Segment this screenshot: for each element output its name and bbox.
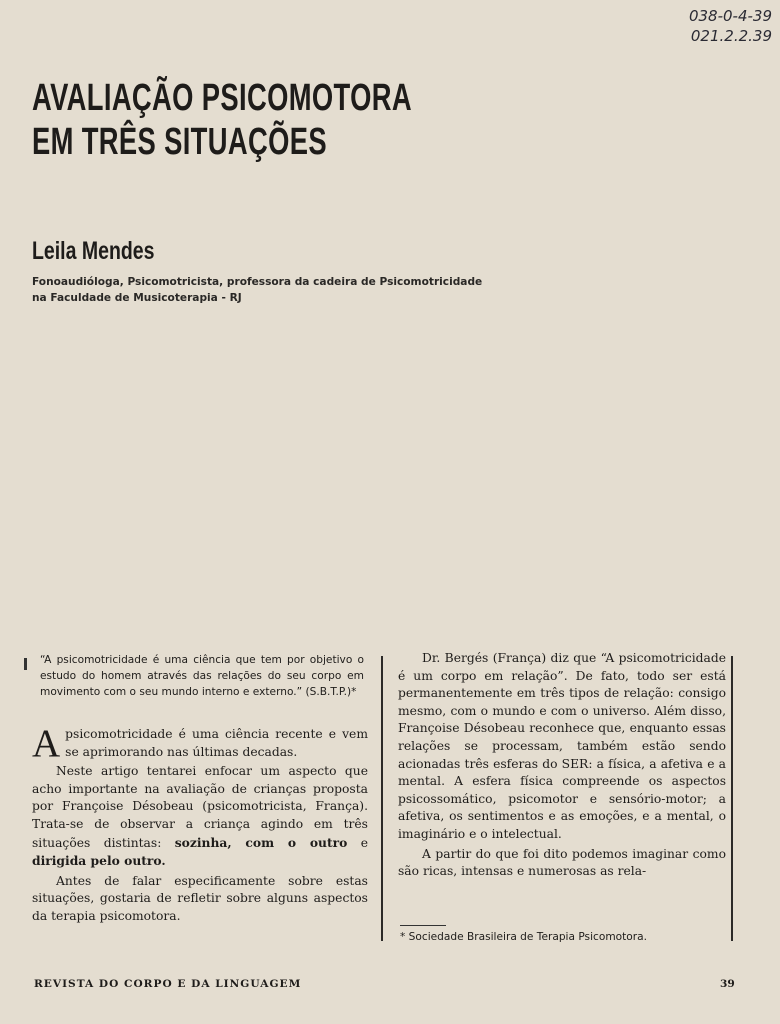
paragraph-text: Neste artigo tentarei enfocar um aspecto que acho importante na avaliação de crianças proposta por Françoise Désobeau (psicomotricista, França). Trata-se de observar a criança agindo em três situações distintas: (32, 764, 368, 850)
paragraph: A partir do que foi dito podemos imaginar como são ricas, intensas e numerosas as rela- (398, 846, 726, 879)
affiliation-line: Fonoaudióloga, Psicomotricista, professora da cadeira de Psicomotricidade (32, 276, 483, 288)
archive-code-line: 038-0-4-39 (688, 7, 772, 25)
archive-code-line: 021.2.2.39 (690, 27, 772, 45)
author-name: Leila Mendes (32, 237, 155, 265)
journal-name: REVISTA DO CORPO E DA LINGUAGEM (34, 978, 302, 990)
epigraph-quote: “A psicomotricidade é uma ciência que tem por objetivo o estudo do homem através das relações do seu corpo em movimento com o seu mundo interno e externo.” (S.B.T.P.)* (40, 654, 364, 698)
footnote-rule (400, 925, 446, 926)
article-title-line: AVALIAÇÃO PSICOMOTORA (32, 77, 412, 119)
paragraph-text: psicomotricidade é uma ciência recente e vem se aprimorando nas últimas decadas. (65, 727, 368, 759)
column-rule (381, 656, 383, 941)
paragraph (32, 722, 368, 765)
column-rule (731, 656, 733, 941)
paragraph-text: e (347, 835, 368, 850)
archive-code (642, 6, 772, 46)
epigraph-mark (24, 658, 27, 670)
page-number: 39 (720, 978, 735, 990)
paragraph: Antes de falar especificamente sobre estas situações, gostaria de refletir sobre alguns aspectos da terapia psicomotora. (32, 873, 368, 923)
drop-cap: A (32, 722, 61, 765)
right-column (398, 650, 726, 881)
footnote: * Sociedade Brasileira de Terapia Psicomotora. (400, 931, 647, 943)
paragraph: Dr. Bergés (França) diz que “A psicomotricidade é um corpo em relação”. De fato, todo ser está permanentemente em três tipos de relação: consigo mesmo, com o mundo e com o universo. Além disso, Françoise Désobeau reconhece que, enquanto essas relações se processam, também estão sendo acionadas três esferas do SER: a física, a afetiva e a mental. A esfera física compreende os aspectos psicossomático, psicomotor e sensório-motor; a afetiva, os sentimentos e as emoções, e a mental, o imaginário e o intelectual. (398, 651, 726, 841)
emphasis-text: sozinha, com o outro (174, 834, 348, 850)
article-title (32, 76, 435, 164)
author-affiliation (32, 274, 502, 306)
left-column (32, 652, 368, 926)
affiliation-line: na Faculdade de Musicoterapia - RJ (32, 292, 242, 304)
emphasis-text: dirigida pelo outro. (32, 853, 166, 869)
article-title-line: EM TRÊS SITUAÇÕES (32, 121, 327, 163)
paragraph (32, 763, 368, 871)
